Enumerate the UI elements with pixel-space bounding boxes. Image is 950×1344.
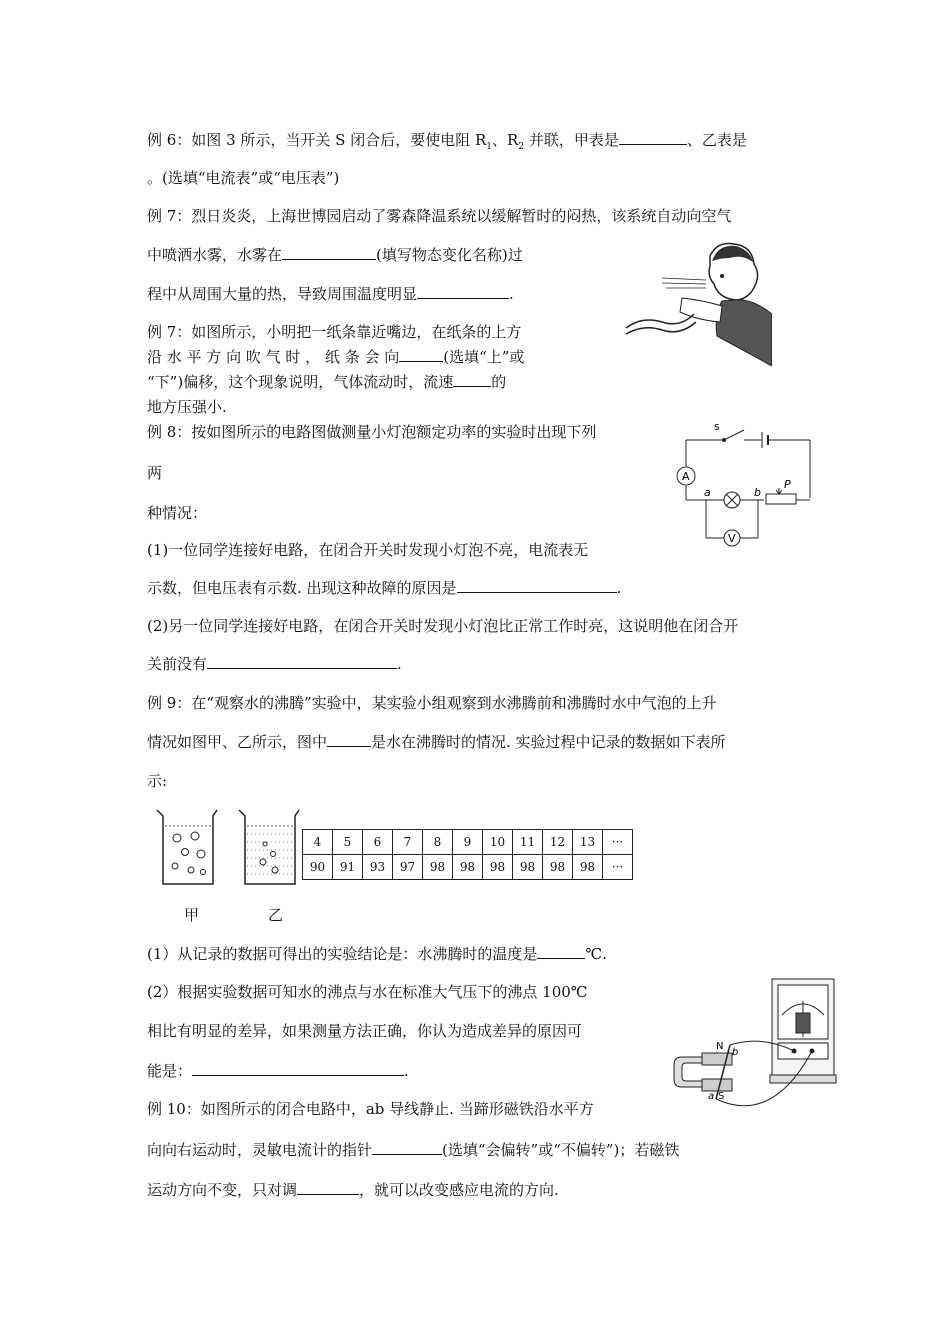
ex7b-line1: 例 7：如图所示，小明把一纸条靠近嘴边，在纸条的上方 (147, 323, 522, 341)
ex7b-line3: “下”)偏移，这个现象说明，气体流动时，流速 的 (147, 373, 507, 391)
table-cell: 10 (483, 830, 513, 855)
blank[interactable] (417, 284, 509, 299)
blank[interactable] (453, 372, 491, 387)
beaker-jia (157, 810, 217, 884)
magnet-north-label: N (716, 1041, 724, 1052)
ex8-q1b: 示数，但电压表有示数. 出现这种故障的原因是 . (147, 579, 622, 597)
table-cell: 13 (573, 830, 603, 855)
point-a-label: a (704, 486, 711, 499)
magnet-south-label: S (718, 1091, 725, 1102)
blank[interactable] (399, 347, 443, 362)
blank[interactable] (207, 654, 397, 669)
ex8-line1: 例 8：按如图所示的电路图做测量小灯泡额定功率的实验时出现下列 (147, 423, 597, 441)
table-cell: ··· (603, 830, 633, 855)
ex8-q1a: (1)一位同学连接好电路，在闭合开关时发现小灯泡不亮，电流表无 (147, 541, 589, 559)
wire-a-label: a (708, 1091, 715, 1102)
table-cell: 98 (513, 855, 543, 880)
ex9-line1: 例 9：在“观察水的沸腾”实验中，某实验小组观察到水沸腾前和沸腾时水中气泡的上升 (147, 694, 717, 712)
table-cell: 98 (483, 855, 513, 880)
ex9-line2: 情况如图甲、乙所示，图中 是水在沸腾时的情况. 实验过程中记录的数据如下表所 (147, 733, 726, 751)
ex7a-line2: 中喷洒水雾，水雾在 (填写物态变化名称)过 (147, 246, 523, 264)
ex9-q2b: 相比有明显的差异，如果测量方法正确，你认为造成差异的原因可 (147, 1022, 583, 1040)
table-cell: 11 (513, 830, 543, 855)
beaker-yi (239, 810, 299, 884)
blank[interactable] (297, 1180, 359, 1195)
table-cell: 12 (543, 830, 573, 855)
table-row (303, 830, 633, 855)
blank[interactable] (327, 732, 371, 747)
blank[interactable] (192, 1061, 404, 1076)
table-cell: 98 (453, 855, 483, 880)
label-jia: 甲 (184, 906, 200, 924)
wire-b-label: b (732, 1047, 739, 1058)
table-cell: 5 (333, 830, 363, 855)
ex6-line1: 例 6：如图 3 所示，当开关 S 闭合后，要使电阻 $R_1$、$R_2$ 并联，甲表是 、乙表是 (147, 131, 747, 152)
ex9-q2c: 能是： . (147, 1062, 409, 1080)
table-cell: 91 (333, 855, 363, 880)
ex10-line1: 例 10：如图所示的闭合电路中，ab 导线静止. 当蹄形磁铁沿水平方 (147, 1100, 594, 1118)
table-cell: 4 (303, 830, 333, 855)
ex7a-line1: 例 7：烈日炎炎，上海世博园启动了雾森降温系统以缓解暂时的闷热，该系统自动向空气 (147, 207, 732, 225)
ex7a-line3: 程中从周围大量的热，导致周围温度明显 . (147, 285, 514, 303)
boy-blowing-paper-figure (622, 236, 772, 376)
ex7b-line2: 沿 水 平 方 向 吹 气 时 ， 纸 条 会 向 (选填“上”或 (147, 348, 525, 366)
table-cell: ··· (603, 855, 633, 880)
blank[interactable] (619, 130, 687, 145)
table-cell: 98 (423, 855, 453, 880)
ex6-line2: 。(选填“电流表”或“电压表”) (147, 169, 340, 187)
ex8-q2b: 关前没有 . (147, 655, 402, 673)
blank[interactable] (372, 1140, 442, 1155)
table-row (303, 855, 633, 880)
boiling-data-table (302, 829, 633, 880)
beakers-figure (155, 808, 305, 888)
blank[interactable] (537, 944, 585, 959)
table-cell: 97 (393, 855, 423, 880)
ex8-line3: 种情况： (147, 504, 208, 522)
switch-label: s (714, 420, 720, 433)
circuit-diagram (674, 418, 824, 548)
table-cell: 90 (303, 855, 333, 880)
table-cell: 98 (543, 855, 573, 880)
ex10-line2: 向向右运动时，灵敏电流计的指针 (选填“会偏转”或“不偏转”)；若磁铁 (147, 1141, 680, 1159)
table-cell: 93 (363, 855, 393, 880)
ex8-line2: 两 (147, 464, 163, 482)
label-yi: 乙 (268, 906, 284, 924)
ex9-q1: (1）从记录的数据可得出的实验结论是：水沸腾时的温度是 ℃. (147, 945, 607, 963)
ex9-line3: 示: (147, 772, 168, 790)
ex9-q2a: (2）根据实验数据可知水的沸点与水在标准大气压下的沸点 100℃ (147, 983, 588, 1001)
ex10-line3: 运动方向不变，只对调 ，就可以改变感应电流的方向. (147, 1181, 559, 1199)
voltmeter-label: V (728, 532, 736, 545)
slider-p-label: P (784, 478, 791, 491)
table-cell: 98 (573, 855, 603, 880)
ex8-q2a: (2)另一位同学连接好电路，在闭合开关时发现小灯泡比正常工作时亮，这说明他在闭合开 (147, 617, 739, 635)
point-b-label: b (754, 486, 761, 499)
blank[interactable] (282, 245, 376, 260)
blank[interactable] (457, 578, 617, 593)
ammeter-label: A (682, 470, 690, 483)
table-cell: 9 (453, 830, 483, 855)
table-cell: 6 (363, 830, 393, 855)
table-cell: 7 (393, 830, 423, 855)
table-cell: 8 (423, 830, 453, 855)
ex7b-line4: 地方压强小. (147, 398, 227, 416)
galvanometer (770, 979, 836, 1083)
galvanometer-magnet-figure (672, 975, 844, 1115)
